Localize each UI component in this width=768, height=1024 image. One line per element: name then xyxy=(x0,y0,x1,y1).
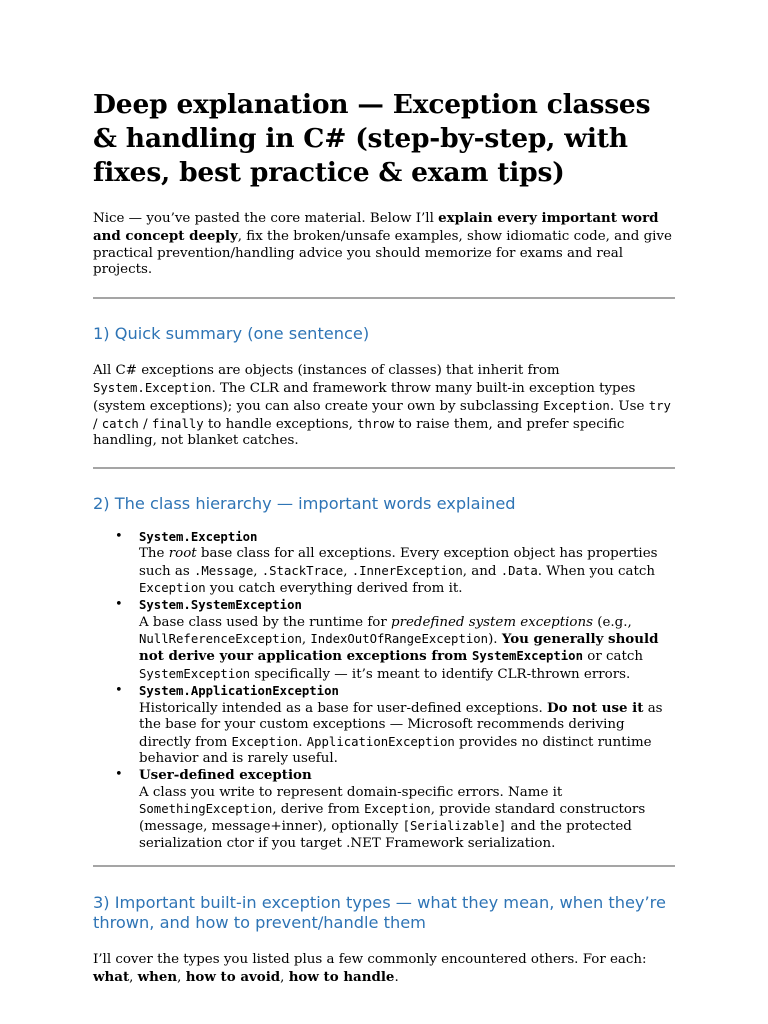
section-heading-class-hierarchy: 2) The class hierarchy — important words explained xyxy=(93,494,516,514)
divider xyxy=(93,467,675,469)
list-item: • System.SystemException A base class used by the runtime for predefined system exceptions (e.g., NullReferenceException, IndexOutOfRangeException). You generally should not derive your application exceptions from SystemException or catch SystemException specifically — it’s meant to identify CLR-thrown errors. xyxy=(139,597,675,682)
built-in-types-paragraph: I’ll cover the types you listed plus a few commonly encountered others. For each: what, when, how to avoid, how to handle. xyxy=(93,951,647,985)
list-item: • System.ApplicationException Historically intended as a base for user-defined exceptions. Do not use it as the base for your custom exceptions — Microsoft recommends deriving directly from Exception. ApplicationException provides no distinct runtime behavior and is rarely useful. xyxy=(139,683,675,767)
quick-summary-paragraph: All C# exceptions are objects (instances of classes) that inherit from System.Exception. The CLR and framework throw many built-in exception types (system exceptions); you can also create your own by subclassing Exception. Use try / catch / finally to handle exceptions, throw to raise them, and prefer specific handling, not blanket catches. xyxy=(93,363,671,449)
list-item-term: System.Exception xyxy=(139,530,258,545)
hierarchy-list xyxy=(93,529,675,852)
section-heading-quick-summary: 1) Quick summary (one sentence) xyxy=(93,324,370,344)
divider xyxy=(93,297,675,299)
list-item-term: User-defined exception xyxy=(139,767,312,784)
section-heading-built-in-types: 3) Important built-in exception types — what they mean, when they’re thrown, and how to prevent/handle them xyxy=(93,892,666,932)
intro-paragraph: Nice — you’ve pasted the core material. Below I’ll explain every important word and concept deeply, fix the broken/unsafe examples, show idiomatic code, and give practical prevention/handling advice you should memorize for exams and real projects. xyxy=(93,210,672,278)
list-item-term: System.ApplicationException xyxy=(139,683,339,698)
list-item: • User-defined exception A class you write to represent domain-specific errors. Name it SomethingException, derive from Exception, provide standard constructors (message, message+inner), optionally [Serializable] and the protected serialization ctor if you target .NET Framework serialization. xyxy=(139,767,675,851)
list-item-term: System.SystemException xyxy=(139,598,302,613)
document-page xyxy=(93,88,675,986)
divider xyxy=(93,865,675,867)
list-item: • System.Exception The root base class for all exceptions. Every exception object has properties such as .Message, .StackTrace, .InnerException, and .Data. When you catch Exception you catch everything derived from it. xyxy=(139,529,675,597)
page-title: Deep explanation — Exception classes & handling in C# (step-by-step, with fixes, best practice & exam tips) xyxy=(93,89,651,188)
